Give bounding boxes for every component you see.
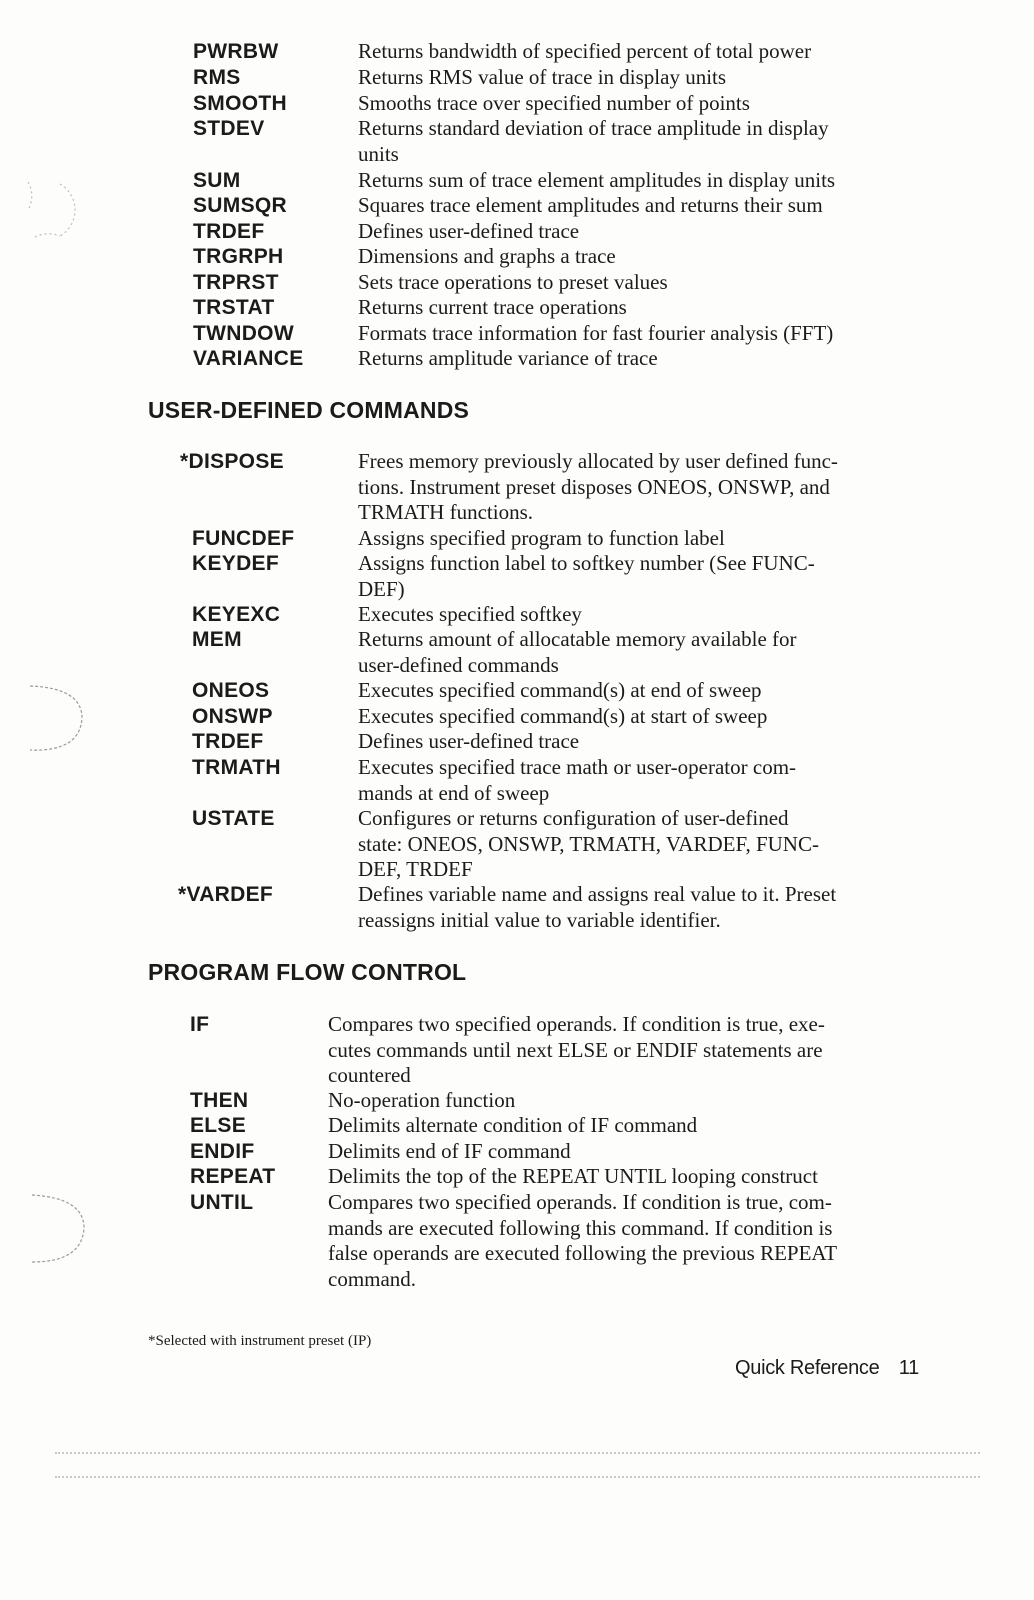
command-description: Returns sum of trace element amplitudes in display units (358, 168, 836, 192)
command-description: reassigns initial value to variable identifier. (358, 907, 721, 932)
command-description: Executes specified softkey (358, 602, 582, 626)
command-description: Defines user-defined trace (358, 729, 580, 753)
command-name: TRSTAT (193, 296, 275, 319)
command-description: Executes specified command(s) at end of sweep (358, 678, 762, 702)
scan-dotted-line (55, 1476, 980, 1478)
command-description: Returns amplitude variance of trace (358, 346, 658, 370)
command-description: Returns bandwidth of specified percent of total power (358, 39, 812, 63)
command-description: tions. Instrument preset disposes ONEOS, ONSWP, and (358, 474, 830, 499)
command-description: Delimits alternate condition of IF command (328, 1113, 698, 1137)
command-name: SUM (193, 169, 241, 192)
command-description: Compares two specified operands. If condition is true, com- (328, 1190, 832, 1214)
command-name: KEYEXC (192, 603, 281, 626)
command-description: Executes specified command(s) at start of sweep (358, 704, 768, 728)
page-number: 11 (898, 1357, 919, 1379)
command-name: MEM (192, 628, 242, 651)
command-description: Compares two specified operands. If condition is true, exe- (328, 1012, 825, 1036)
command-description: user-defined commands (358, 652, 559, 677)
page-footer (735, 1356, 919, 1380)
command-name: KEYDEF (192, 552, 279, 575)
command-description: Smooths trace over specified number of points (358, 91, 750, 115)
command-name: VARIANCE (193, 347, 304, 370)
command-name: FUNCDEF (192, 527, 295, 550)
command-description: Delimits end of IF command (328, 1139, 571, 1163)
command-description: cutes commands until next ELSE or ENDIF statements are (328, 1037, 823, 1062)
scan-dotted-line (55, 1452, 980, 1454)
command-description: Sets trace operations to preset values (358, 270, 668, 294)
command-description: Squares trace element amplitudes and returns their sum (358, 193, 823, 217)
section-heading: PROGRAM FLOW CONTROL (148, 959, 467, 985)
command-name: RMS (193, 66, 241, 89)
command-description: Returns current trace operations (358, 295, 627, 319)
command-description: Returns amount of allocatable memory available for (358, 627, 797, 651)
command-description: Returns standard deviation of trace amplitude in display (358, 116, 829, 140)
command-name: UNTIL (190, 1191, 254, 1214)
command-description: state: ONEOS, ONSWP, TRMATH, VARDEF, FUNC- (358, 831, 819, 856)
command-description: DEF, TRDEF (358, 857, 473, 882)
command-description: false operands are executed following the previous REPEAT (328, 1241, 838, 1266)
command-name: REPEAT (190, 1165, 276, 1188)
command-name: *VARDEF (178, 883, 274, 906)
command-description: No-operation function (328, 1088, 516, 1112)
command-description: command. (328, 1266, 417, 1291)
command-name: TWNDOW (193, 322, 294, 345)
command-description: Returns RMS value of trace in display units (358, 65, 727, 89)
command-name: THEN (190, 1089, 249, 1112)
command-name: ELSE (190, 1114, 247, 1137)
command-description: Frees memory previously allocated by user defined func- (358, 449, 838, 473)
command-description: Dimensions and graphs a trace (358, 244, 616, 268)
command-description: countered (328, 1063, 411, 1088)
command-name: TRMATH (192, 756, 281, 779)
command-description: Assigns function label to softkey number (See FUNC- (358, 551, 815, 575)
command-name: PWRBW (193, 40, 279, 63)
command-description: Defines user-defined trace (358, 219, 580, 243)
command-name: SUMSQR (193, 194, 287, 217)
command-name: ONEOS (192, 679, 270, 702)
command-description: mands are executed following this command. If condition is (328, 1215, 833, 1240)
command-description: TRMATH functions. (358, 500, 533, 525)
command-name: SMOOTH (193, 92, 287, 115)
command-description: Assigns specified program to function label (358, 526, 725, 550)
command-name: STDEV (193, 117, 265, 140)
footer-section-title: Quick Reference (735, 1357, 880, 1379)
command-name: ONSWP (192, 705, 273, 728)
command-description: Formats trace information for fast fourier analysis (FFT) (358, 321, 834, 345)
command-description: Executes specified trace math or user-operator com- (358, 755, 797, 779)
command-name: USTATE (192, 807, 275, 830)
command-name: TRPRST (193, 271, 279, 294)
command-description: Defines variable name and assigns real value to it. Preset (358, 882, 837, 906)
command-description: Configures or returns configuration of user-defined (358, 806, 789, 830)
command-name: IF (190, 1013, 210, 1036)
section-heading: USER-DEFINED COMMANDS (148, 397, 470, 423)
command-name: ENDIF (190, 1140, 255, 1163)
command-name: *DISPOSE (180, 450, 284, 473)
command-name: TRGRPH (193, 245, 284, 268)
command-description: mands at end of sweep (358, 780, 550, 805)
command-name: TRDEF (193, 220, 265, 243)
command-description: DEF) (358, 576, 405, 601)
command-description: units (358, 142, 399, 166)
command-name: TRDEF (192, 730, 264, 753)
punch-holes (0, 0, 120, 1600)
footnote: *Selected with instrument preset (IP) (148, 1333, 372, 1349)
command-description: Delimits the top of the REPEAT UNTIL looping construct (328, 1164, 818, 1188)
